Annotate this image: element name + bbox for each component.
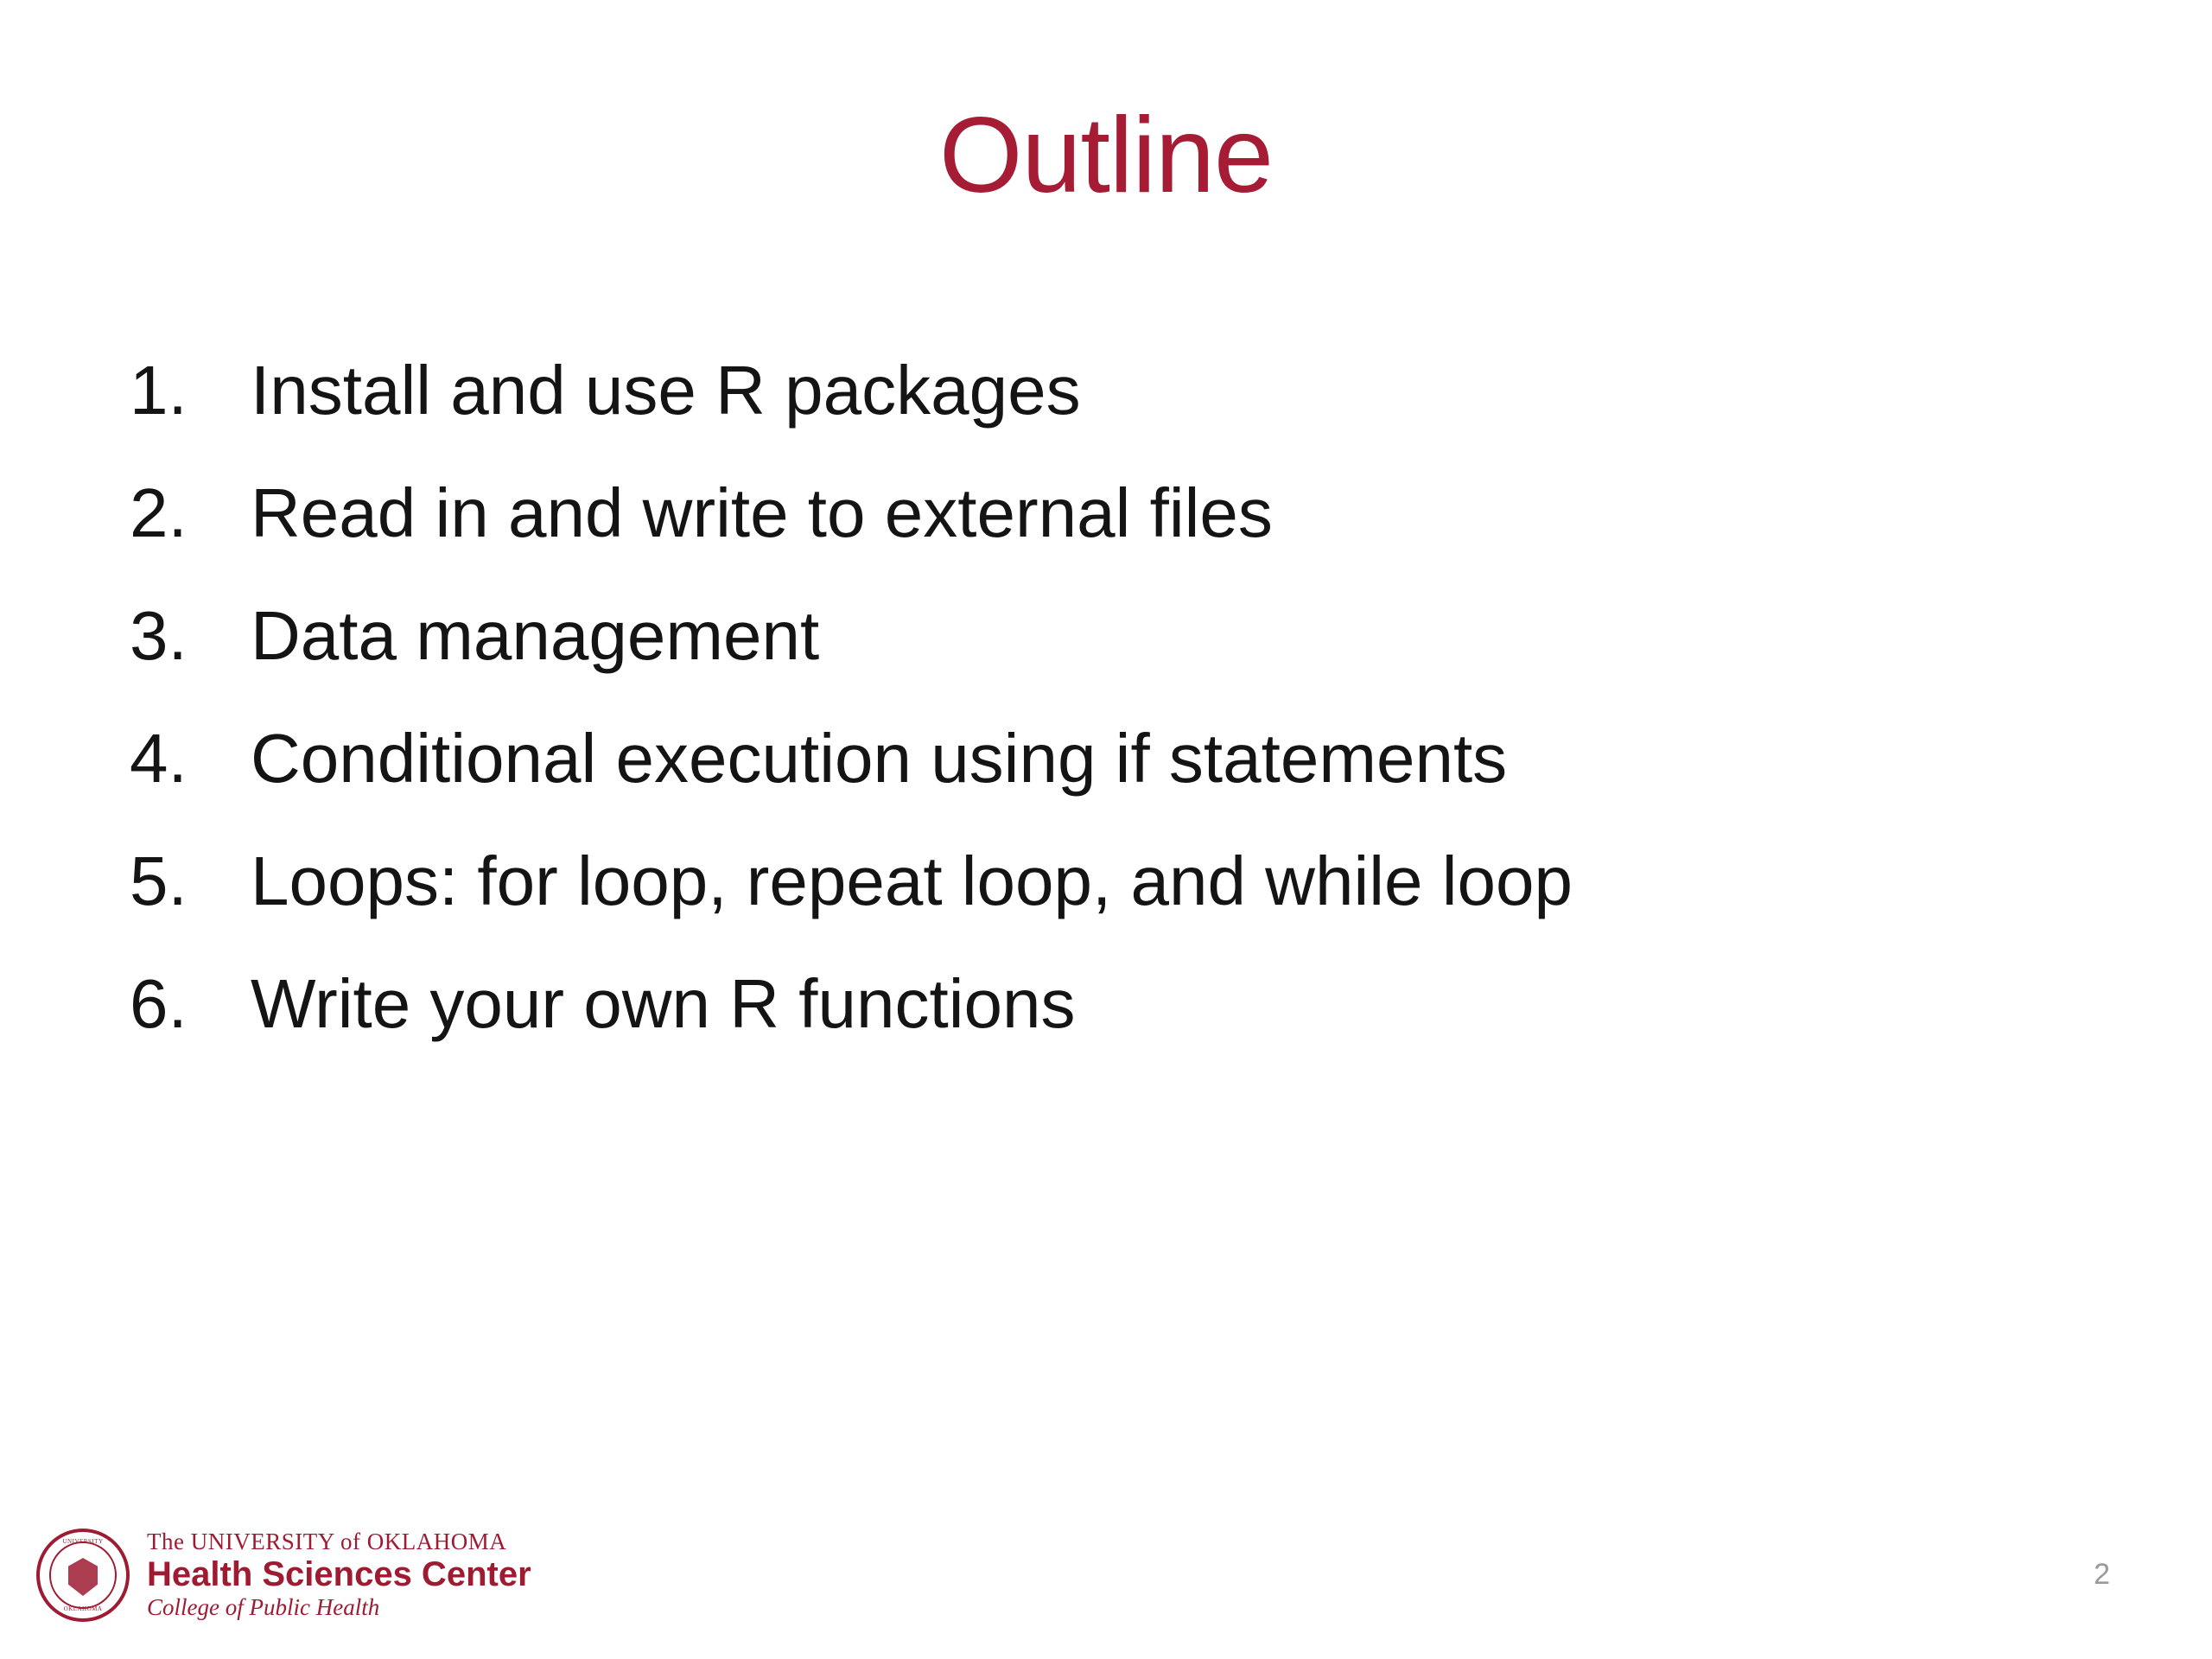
list-item — [130, 720, 2100, 797]
logo-wordmark — [147, 1529, 531, 1621]
logo-college-line: College of Public Health — [147, 1593, 380, 1620]
list-item-label: Write your own R functions — [251, 965, 1076, 1042]
list-item-number: 2. — [130, 474, 188, 551]
list-item-label: Loops: for loop, repeat loop, and while loop — [251, 842, 1573, 919]
list-item — [130, 474, 2100, 551]
logo-center-line: Health Sciences Center — [147, 1554, 531, 1593]
list-item-label: Install and use R packages — [251, 352, 1081, 429]
list-item-label: Read in and write to external files — [251, 474, 1273, 551]
list-item-label: Conditional execution using if statements — [251, 720, 1508, 797]
ouhsc-logo — [36, 1524, 531, 1626]
logo-university-line: The UNIVERSITY of OKLAHOMA — [147, 1529, 507, 1555]
seal-bottom-text: OKLAHOMA — [63, 1605, 103, 1612]
outline-list — [130, 352, 2100, 1092]
list-item — [130, 597, 2100, 674]
list-item — [130, 842, 2100, 919]
list-item-number: 3. — [130, 597, 188, 674]
university-seal-icon — [36, 1529, 130, 1622]
page-title: Outline — [939, 96, 1273, 215]
list-item — [130, 965, 2100, 1042]
page-number: 2 — [2094, 1558, 2110, 1591]
list-item-number: 1. — [130, 352, 188, 429]
list-item-number: 5. — [130, 842, 188, 919]
list-item-label: Data management — [251, 597, 820, 674]
list-item — [130, 352, 2100, 429]
list-item-number: 4. — [130, 720, 188, 797]
list-item-number: 6. — [130, 965, 188, 1042]
seal-top-text: UNIVERSITY — [62, 1538, 104, 1545]
